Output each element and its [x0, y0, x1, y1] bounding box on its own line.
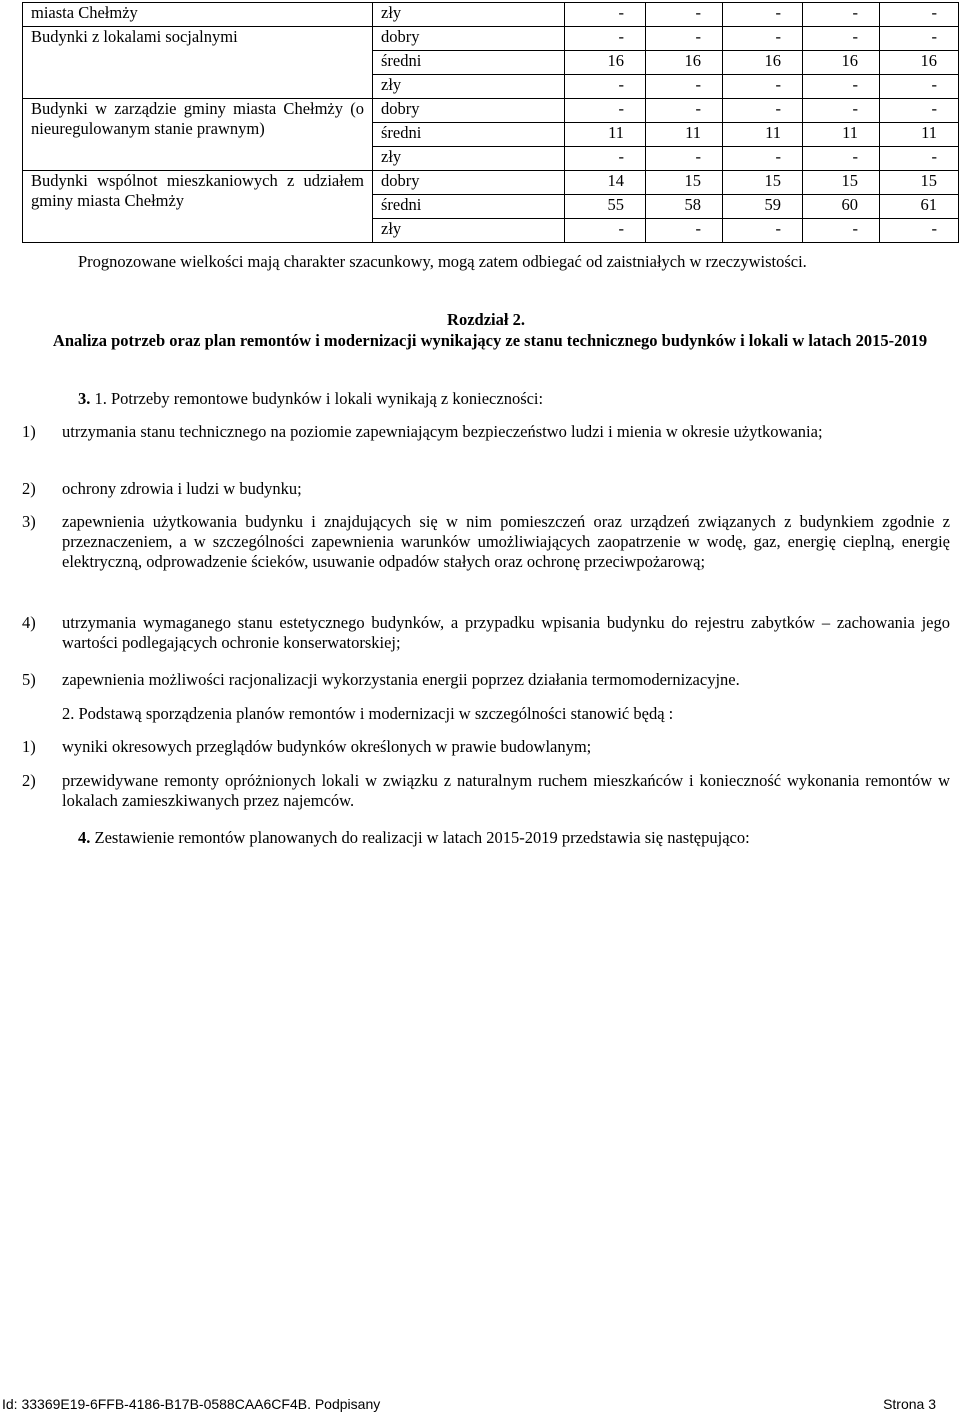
value-cell: 15	[880, 171, 959, 195]
value-cell: -	[880, 147, 959, 171]
building-type-cell: Budynki wspólnot mieszkaniowych z udziałem gminy miasta Chełmży	[23, 171, 373, 243]
list-item-label: 4)	[22, 613, 36, 632]
value-cell: -	[803, 147, 880, 171]
document-id: Id: 33369E19-6FFB-4186-B17B-0588CAA6CF4B. Podpisany	[2, 1396, 381, 1412]
value-cell: 60	[803, 195, 880, 219]
list-item	[22, 479, 950, 499]
value-cell: -	[565, 99, 646, 123]
value-cell: -	[723, 3, 803, 27]
list-item-label: 2)	[22, 771, 36, 790]
section-3-intro	[78, 389, 948, 409]
page-number: Strona 3	[883, 1396, 936, 1412]
condition-cell: średni	[373, 51, 565, 75]
value-cell: -	[880, 75, 959, 99]
list-item	[22, 613, 950, 653]
value-cell: -	[880, 3, 959, 27]
chapter-title: Analiza potrzeb oraz plan remontów i modernizacji wynikający ze stanu technicznego budynków i lokali w latach 2015-2019	[52, 331, 928, 350]
table-row	[23, 99, 959, 123]
value-cell: 16	[880, 51, 959, 75]
value-cell: 15	[723, 171, 803, 195]
list-item	[22, 512, 950, 571]
condition-cell: zły	[373, 219, 565, 243]
section-3-paragraph-2: 2. Podstawą sporządzenia planów remontów i modernizacji w szczególności stanowić będą :	[62, 704, 674, 723]
value-cell: 11	[880, 123, 959, 147]
value-cell: -	[803, 99, 880, 123]
list-item-label: 2)	[22, 479, 36, 498]
list-item-text: utrzymania wymaganego stanu estetycznego budynków, a przypadku wpisania budynku do rejestru zabytków – zachowania jego wartości podlegających ochronie konserwatorskiej;	[62, 613, 950, 652]
value-cell: 58	[646, 195, 723, 219]
condition-cell: zły	[373, 147, 565, 171]
list-item	[22, 771, 950, 811]
condition-cell: dobry	[373, 27, 565, 51]
value-cell: 16	[646, 51, 723, 75]
section-4-text: Zestawienie remontów planowanych do realizacji w latach 2015-2019 przedstawia się następująco:	[94, 828, 750, 847]
table-row	[23, 3, 959, 27]
value-cell: 16	[803, 51, 880, 75]
list-item	[22, 422, 950, 442]
value-cell: -	[723, 75, 803, 99]
list-item-label: 1)	[22, 737, 36, 756]
section-intro-number: 1.	[94, 389, 107, 408]
list-item-text: ochrony zdrowia i ludzi w budynku;	[62, 479, 302, 498]
value-cell: -	[565, 27, 646, 51]
list-item-label: 5)	[22, 670, 36, 689]
section-intro-text: Potrzeby remontowe budynków i lokali wynikają z konieczności:	[111, 389, 544, 408]
page-footer	[2, 1396, 936, 1413]
value-cell: -	[646, 75, 723, 99]
condition-cell: zły	[373, 3, 565, 27]
value-cell: 55	[565, 195, 646, 219]
condition-table	[22, 2, 959, 243]
list-item-label: 1)	[22, 422, 36, 441]
value-cell: -	[723, 147, 803, 171]
value-cell: -	[723, 219, 803, 243]
list-item-text: zapewnienia możliwości racjonalizacji wykorzystania energii poprzez działania termomodernizacyjne.	[62, 670, 740, 689]
condition-cell: dobry	[373, 99, 565, 123]
building-type-cell: Budynki w zarządzie gminy miasta Chełmży (o nieuregulowanym stanie prawnym)	[23, 99, 373, 171]
value-cell: -	[880, 27, 959, 51]
list-item-text: wyniki okresowych przeglądów budynków określonych w prawie budowlanym;	[62, 737, 592, 756]
condition-cell: dobry	[373, 171, 565, 195]
section-number: 4.	[78, 828, 91, 847]
value-cell: -	[565, 75, 646, 99]
value-cell: -	[646, 3, 723, 27]
value-cell: -	[646, 147, 723, 171]
list-item	[22, 670, 950, 690]
list-item-text: zapewnienia użytkowania budynku i znajdujących się w nim pomieszczeń oraz urządzeń związanych z budynkiem zgodnie z przeznaczeniem, a w szczególności zapewnienia warunków umożliwiających zaopatrzenie w wodę, gaz, energię cieplną, energię elektryczną, odprowadzenie ścieków, usuwanie odpadów stałych oraz ochronę przeciwpożarową;	[62, 512, 950, 571]
building-type-cell: Budynki z lokalami socjalnymi	[23, 27, 373, 99]
list-item-label: 3)	[22, 512, 36, 531]
condition-cell: średni	[373, 123, 565, 147]
value-cell: 11	[723, 123, 803, 147]
list-item-text: utrzymania stanu technicznego na poziomie zapewniającym bezpieczeństwo ludzi i mienia w okresie użytkowania;	[62, 422, 823, 441]
value-cell: -	[646, 219, 723, 243]
list-item-text: przewidywane remonty opróżnionych lokali w związku z naturalnym ruchem mieszkańców i konieczność wykonania remontów w lokalach zamieszkiwanych przez najemców.	[62, 771, 950, 810]
value-cell: -	[565, 147, 646, 171]
value-cell: 11	[646, 123, 723, 147]
value-cell: -	[803, 27, 880, 51]
value-cell: -	[880, 219, 959, 243]
value-cell: 16	[723, 51, 803, 75]
section-4	[78, 828, 948, 848]
value-cell: -	[646, 99, 723, 123]
value-cell: -	[723, 99, 803, 123]
forecast-note: Prognozowane wielkości mają charakter szacunkowy, mogą zatem odbiegać od zaistniałych w rzeczywistości.	[78, 252, 807, 271]
value-cell: 59	[723, 195, 803, 219]
value-cell: 11	[565, 123, 646, 147]
chapter-number: Rozdział 2.	[447, 310, 525, 329]
value-cell: 61	[880, 195, 959, 219]
building-type-cell: miasta Chełmży	[23, 3, 373, 27]
value-cell: -	[723, 27, 803, 51]
value-cell: -	[565, 3, 646, 27]
section-number: 3.	[78, 389, 91, 408]
value-cell: 14	[565, 171, 646, 195]
value-cell: -	[803, 75, 880, 99]
value-cell: 15	[646, 171, 723, 195]
value-cell: -	[565, 219, 646, 243]
table-row	[23, 27, 959, 51]
value-cell: 11	[803, 123, 880, 147]
condition-cell: średni	[373, 195, 565, 219]
value-cell: -	[803, 3, 880, 27]
value-cell: -	[646, 27, 723, 51]
table-row	[23, 171, 959, 195]
value-cell: -	[803, 219, 880, 243]
value-cell: -	[880, 99, 959, 123]
value-cell: 16	[565, 51, 646, 75]
condition-cell: zły	[373, 75, 565, 99]
value-cell: 15	[803, 171, 880, 195]
list-item	[22, 737, 950, 757]
